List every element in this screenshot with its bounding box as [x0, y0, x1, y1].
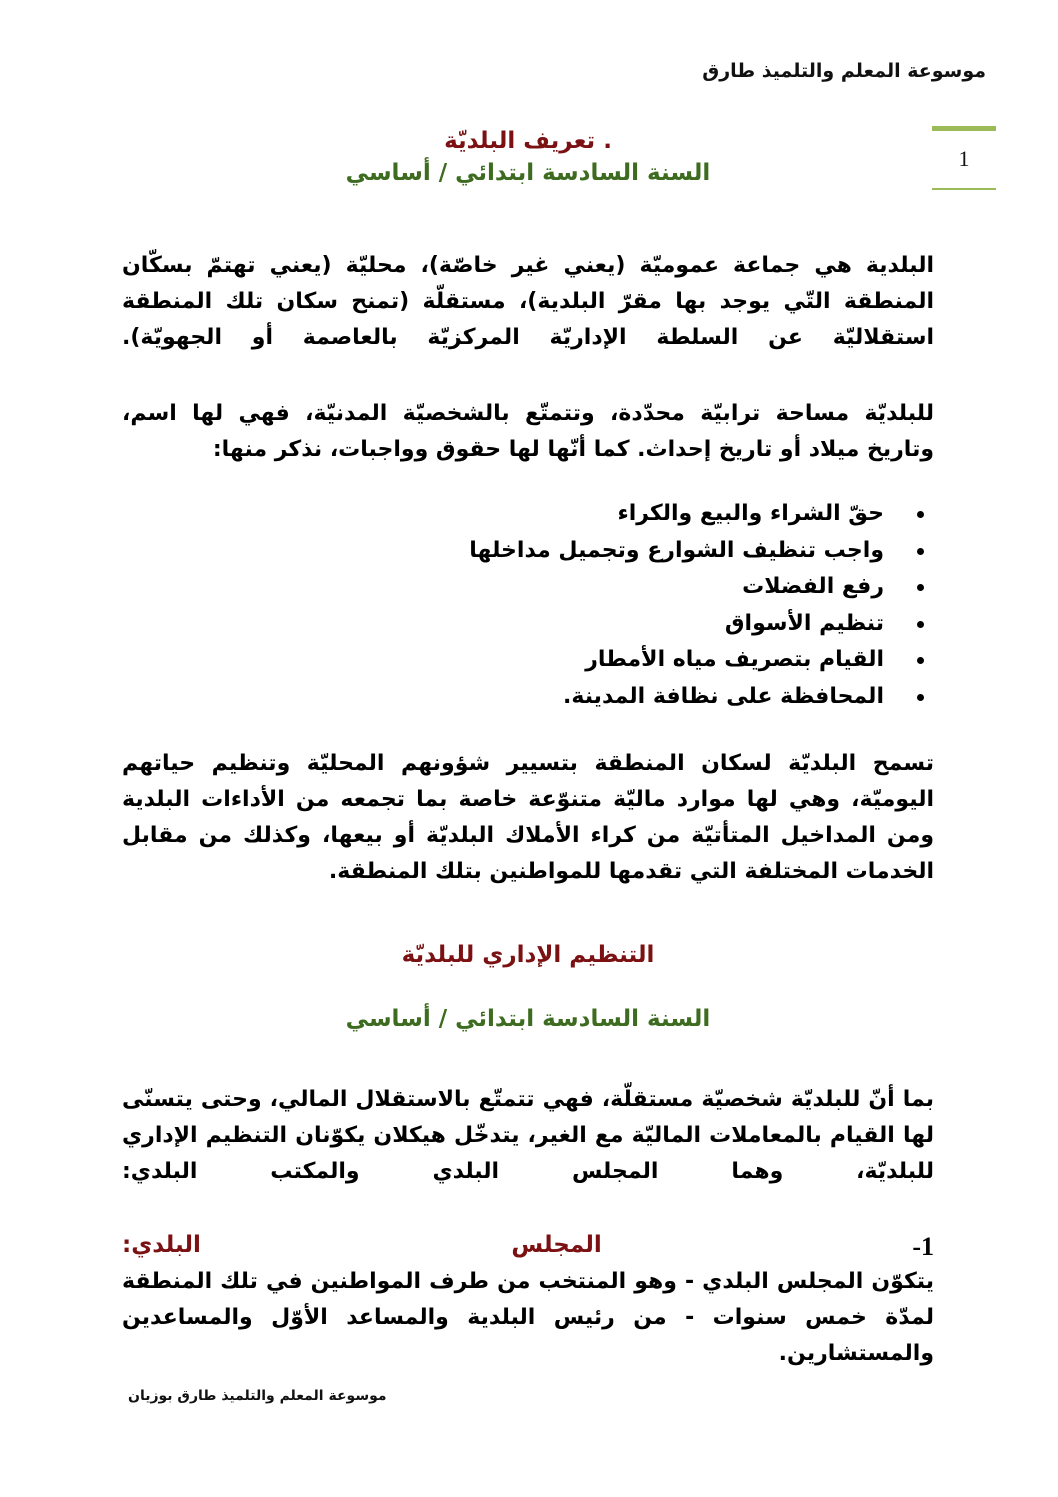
list-item: حقّ الشراء والبيع والكراء — [122, 496, 934, 533]
bullet-icon — [917, 621, 924, 628]
subsection-heading — [122, 1232, 934, 1262]
section1-paragraph1: البلدية هي جماعة عموميّة (يعني غير خاصّة)، محليّة (يعني تهتمّ بسكّان المنطقة التّي يوجد بها مقرّ البلدية)، مستقلّة (تمنح سكان تلك المنطقة استقلاليّة عن السلطة الإداريّة المركزيّة بالعاصمة أو الجهويّة). — [122, 253, 934, 350]
section2-subtitle: السنة السادسة ابتدائي / أساسي — [345, 1006, 711, 1032]
list-item: رفع الفضلات — [122, 569, 934, 606]
section2-paragraph1: بما أنّ للبلديّة شخصيّة مستقلّة، فهي تتمتّع بالاستقلال المالي، وحتى يتسنّى لها القيام بالمعاملات الماليّة مع الغير، يتدخّل هيكلان يكوّنان التنظيم الإداري للبلديّة، وهما المجلس البلدي والمكتب البلدي: — [122, 1087, 934, 1184]
footer-text: موسوعة المعلم والتلميذ طارق بوزيان — [128, 1388, 387, 1404]
bullet-icon — [917, 511, 924, 518]
page-number: 1 — [958, 146, 970, 171]
subsection-heading-word1: المجلس — [511, 1232, 602, 1258]
subsection-paragraph: يتكوّن المجلس البلدي - وهو المنتخب من طرف المواطنين في تلك المنطقة لمدّة خمس سنوات - من رئيس البلدية والمساعد الأوّل والمساعدين والمستشارين. — [122, 1269, 934, 1366]
list-item: المحافظة على نظافة المدينة. — [122, 679, 934, 716]
section1-paragraph3: تسمح البلديّة لسكان المنطقة بتسيير شؤونهم المحليّة وتنظيم حياتهم اليوميّة، وهي لها موارد ماليّة متنوّعة خاصة بما تجمعه من الأداءات البلدية ومن المداخيل المتأتيّة من كراء الأملاك البلديّة أو بيعها، وكذلك من مقابل الخدمات المختلفة التي تقدمها للمواطنين بتلك المنطقة. — [122, 751, 934, 884]
section1-header — [122, 128, 934, 186]
bullet-icon — [917, 694, 924, 701]
rights-duties-list — [122, 496, 934, 715]
subsection-heading-word2: البلدي: — [122, 1232, 201, 1258]
section1-title: . تعريف البلديّة — [444, 128, 612, 154]
bullet-icon — [917, 657, 924, 664]
page-number-box — [932, 126, 996, 190]
page-number-top-rule — [932, 126, 996, 131]
bullet-icon — [917, 584, 924, 591]
list-item: القيام بتصريف مياه الأمطار — [122, 642, 934, 679]
section1-paragraph2: للبلديّة مساحة ترابيّة محدّدة، وتتمتّع بالشخصيّة المدنيّة، فهي لها اسم، وتاريخ ميلاد أو تاريخ إحداث. كما أنّها لها حقوق وواجبات، نذكر منها: — [122, 401, 934, 462]
bullet-icon — [917, 548, 924, 555]
page-number-bottom-rule — [932, 188, 996, 190]
section1-subtitle: السنة السادسة ابتدائي / أساسي — [345, 160, 711, 186]
list-item: تنظيم الأسواق — [122, 606, 934, 643]
section2-title: التنظيم الإداري للبلديّة — [401, 942, 655, 968]
list-item: واجب تنظيف الشوارع وتجميل مداخلها — [122, 533, 934, 570]
subsection-number: 1- — [912, 1232, 934, 1261]
header-site-title: موسوعة المعلم والتلميذ طارق — [702, 60, 986, 82]
